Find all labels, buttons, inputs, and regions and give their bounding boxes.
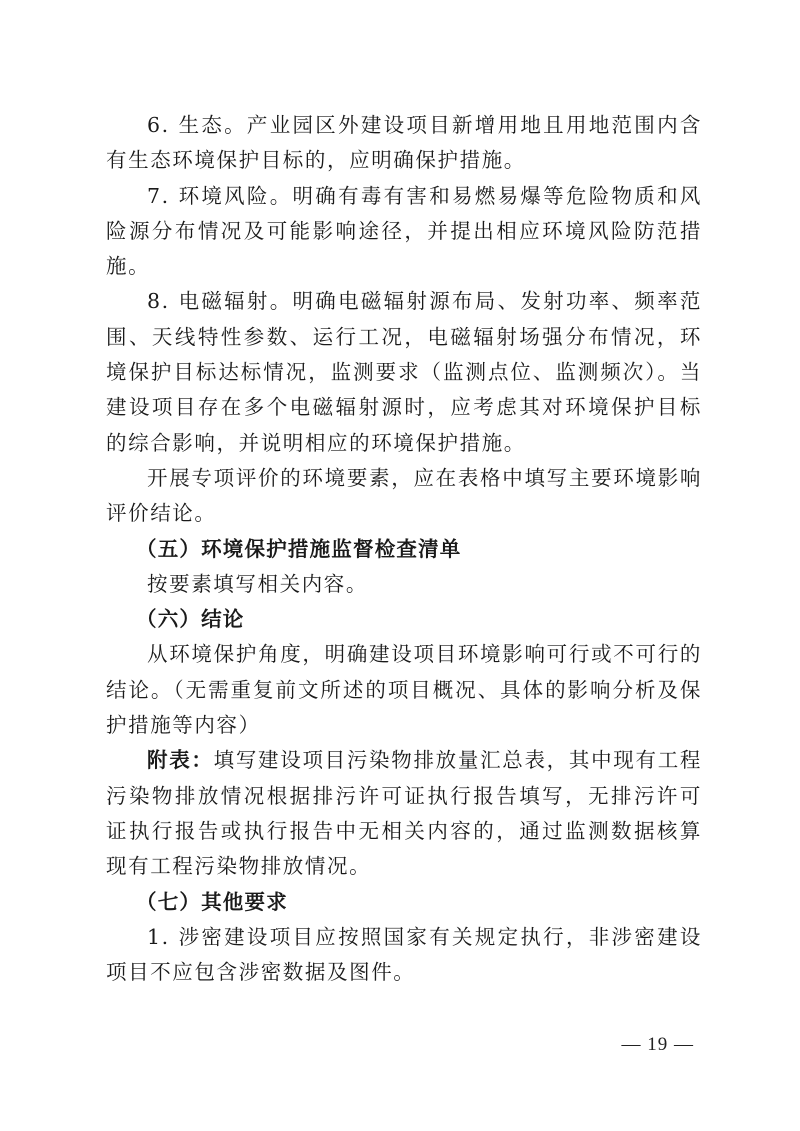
- section-heading-7: （七）其他要求: [136, 889, 288, 914]
- paragraph-fill-by-element: 按要素填写相关内容。: [147, 571, 368, 596]
- paragraph-ecology: 6. 生态。产业园区外建设项目新增用地且用地范围内含有生态环境保护目标的，应明确保护措施。: [106, 113, 702, 173]
- appendix-text: 填写建设项目污染物排放量汇总表，其中现有工程污染物排放情况根据排污许可证执行报告填写，无排污许可证执行报告或执行报告中无相关内容的，通过监测数据核算现有工程污染物排放情况。: [106, 748, 702, 879]
- page-number: — 19 —: [621, 1034, 694, 1055]
- section-heading-5: （五）环境保护措施监督检查清单: [136, 536, 462, 561]
- paragraph-special-assessment: 开展专项评价的环境要素，应在表格中填写主要环境影响评价结论。: [106, 465, 702, 526]
- page-body: [106, 108, 702, 990]
- paragraph-environmental-risk: 7. 环境风险。明确有毒有害和易燃易爆等危险物质和风险源分布情况及可能影响途径，并提出相应环境风险防范措施。: [106, 183, 702, 279]
- paragraph-conclusion: 从环境保护角度，明确建设项目环境影响可行或不可行的结论。（无需重复前文所述的项目概况、具体的影响分析及保护措施等内容）: [106, 642, 702, 738]
- section-heading-6: （六）结论: [136, 607, 245, 632]
- paragraph-appendix: [106, 743, 702, 884]
- appendix-label: 附表：: [147, 748, 214, 773]
- paragraph-electromagnetic-radiation: 8. 电磁辐射。明确电磁辐射源布局、发射功率、频率范围、天线特性参数、运行工况，电磁辐射场强分布情况，环境保护目标达标情况，监测要求（监测点位、监测频次）。当建设项目存在多个电磁辐射源时，应考虑其对环境保护目标的综合影响，并说明相应的环境保护措施。: [106, 289, 702, 455]
- paragraph-confidential-projects: 1. 涉密建设项目应按照国家有关规定执行，非涉密建设项目不应包含涉密数据及图件。: [106, 924, 702, 985]
